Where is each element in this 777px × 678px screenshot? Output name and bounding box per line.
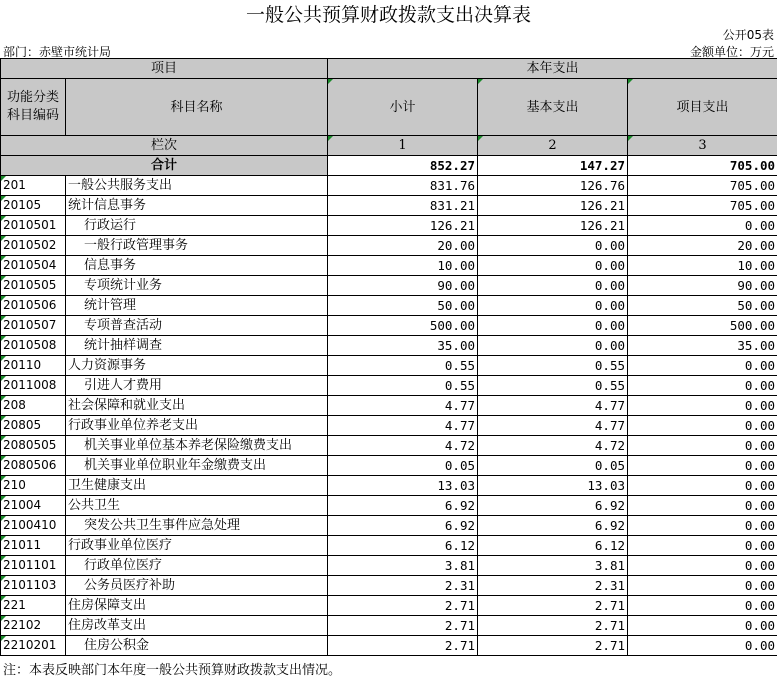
row-project: 0.00 xyxy=(628,356,777,376)
report-title: 一般公共预算财政拨款支出决算表 xyxy=(0,0,777,30)
row-basic: 4.77 xyxy=(478,396,628,416)
row-code: 2210201 xyxy=(1,636,66,656)
table-row xyxy=(1,556,777,576)
row-project: 0.00 xyxy=(628,456,777,476)
row-code: 201 xyxy=(1,176,66,196)
header-project: 项目支出 xyxy=(628,79,777,136)
table-row xyxy=(1,196,777,216)
table-row xyxy=(1,256,777,276)
row-subject-name: 公务员医疗补助 xyxy=(66,576,328,596)
row-subject-name: 专项普查活动 xyxy=(66,316,328,336)
table-row xyxy=(1,236,777,256)
header-row-2 xyxy=(1,79,777,136)
row-basic: 4.72 xyxy=(478,436,628,456)
row-code: 22102 xyxy=(1,616,66,636)
row-subject-name: 行政运行 xyxy=(66,216,328,236)
row-subtotal: 50.00 xyxy=(328,296,478,316)
row-subtotal: 4.77 xyxy=(328,416,478,436)
row-code: 2010505 xyxy=(1,276,66,296)
row-basic: 0.00 xyxy=(478,236,628,256)
row-project: 35.00 xyxy=(628,336,777,356)
row-code: 2101101 xyxy=(1,556,66,576)
row-project: 705.00 xyxy=(628,176,777,196)
header-subject-name: 科目名称 xyxy=(66,79,328,136)
row-subtotal: 13.03 xyxy=(328,476,478,496)
table-row xyxy=(1,456,777,476)
row-project: 0.00 xyxy=(628,496,777,516)
row-subject-name: 突发公共卫生事件应急处理 xyxy=(66,516,328,536)
header-item: 项目 xyxy=(1,59,328,79)
row-subject-name: 住房改革支出 xyxy=(66,616,328,636)
table-row xyxy=(1,216,777,236)
row-subject-name: 住房公积金 xyxy=(66,636,328,656)
row-subtotal: 0.05 xyxy=(328,456,478,476)
row-subject-name: 社会保障和就业支出 xyxy=(66,396,328,416)
row-code: 210 xyxy=(1,476,66,496)
row-subtotal: 6.92 xyxy=(328,496,478,516)
row-project: 0.00 xyxy=(628,476,777,496)
header-basic: 基本支出 xyxy=(478,79,628,136)
table-row xyxy=(1,356,777,376)
row-subject-name: 住房保障支出 xyxy=(66,596,328,616)
row-subtotal: 0.55 xyxy=(328,356,478,376)
row-basic: 126.21 xyxy=(478,196,628,216)
row-basic: 126.21 xyxy=(478,216,628,236)
row-subtotal: 4.77 xyxy=(328,396,478,416)
row-basic: 6.92 xyxy=(478,496,628,516)
row-basic: 2.71 xyxy=(478,596,628,616)
row-code: 2010507 xyxy=(1,316,66,336)
row-code: 2010504 xyxy=(1,256,66,276)
row-project: 0.00 xyxy=(628,576,777,596)
row-code: 2100410 xyxy=(1,516,66,536)
total-subtotal: 852.27 xyxy=(328,156,478,176)
row-subject-name: 信息事务 xyxy=(66,256,328,276)
row-code: 2011008 xyxy=(1,376,66,396)
header-this-year: 本年支出 xyxy=(328,59,777,79)
table-row xyxy=(1,636,777,656)
row-basic: 4.77 xyxy=(478,416,628,436)
row-subtotal: 4.72 xyxy=(328,436,478,456)
table-row xyxy=(1,576,777,596)
column-number-2: 2 xyxy=(478,136,628,156)
row-project: 0.00 xyxy=(628,516,777,536)
row-basic: 0.00 xyxy=(478,336,628,356)
row-project: 0.00 xyxy=(628,536,777,556)
row-code: 2010508 xyxy=(1,336,66,356)
row-code: 221 xyxy=(1,596,66,616)
row-project: 0.00 xyxy=(628,416,777,436)
row-subject-name: 统计抽样调查 xyxy=(66,336,328,356)
row-code: 2080505 xyxy=(1,436,66,456)
table-row xyxy=(1,396,777,416)
row-project: 0.00 xyxy=(628,636,777,656)
row-project: 0.00 xyxy=(628,216,777,236)
expenditure-table xyxy=(0,58,777,656)
total-project: 705.00 xyxy=(628,156,777,176)
row-project: 705.00 xyxy=(628,196,777,216)
row-subtotal: 6.12 xyxy=(328,536,478,556)
row-subtotal: 2.71 xyxy=(328,616,478,636)
row-project: 0.00 xyxy=(628,396,777,416)
table-row xyxy=(1,496,777,516)
row-code: 2010506 xyxy=(1,296,66,316)
row-subject-name: 统计管理 xyxy=(66,296,328,316)
row-subject-name: 机关事业单位职业年金缴费支出 xyxy=(66,456,328,476)
row-subtotal: 126.21 xyxy=(328,216,478,236)
row-project: 0.00 xyxy=(628,376,777,396)
row-project: 500.00 xyxy=(628,316,777,336)
row-project: 20.00 xyxy=(628,236,777,256)
row-basic: 0.55 xyxy=(478,376,628,396)
table-row xyxy=(1,596,777,616)
table-row xyxy=(1,276,777,296)
row-subject-name: 卫生健康支出 xyxy=(66,476,328,496)
table-row xyxy=(1,616,777,636)
total-basic: 147.27 xyxy=(478,156,628,176)
row-basic: 6.92 xyxy=(478,516,628,536)
table-row xyxy=(1,376,777,396)
row-project: 0.00 xyxy=(628,616,777,636)
row-subject-name: 专项统计业务 xyxy=(66,276,328,296)
row-subtotal: 2.31 xyxy=(328,576,478,596)
table-code: 公开05表 xyxy=(723,26,774,43)
row-subtotal: 35.00 xyxy=(328,336,478,356)
row-project: 90.00 xyxy=(628,276,777,296)
row-subject-name: 统计信息事务 xyxy=(66,196,328,216)
row-code: 20805 xyxy=(1,416,66,436)
row-subtotal: 6.92 xyxy=(328,516,478,536)
total-row xyxy=(1,156,777,176)
row-code: 21004 xyxy=(1,496,66,516)
row-subtotal: 0.55 xyxy=(328,376,478,396)
department-label: 部门：赤壁市统计局 xyxy=(3,43,111,60)
unit-label: 金额单位：万元 xyxy=(690,43,774,60)
row-subject-name: 机关事业单位基本养老保险缴费支出 xyxy=(66,436,328,456)
row-subject-name: 公共卫生 xyxy=(66,496,328,516)
row-subject-name: 人力资源事务 xyxy=(66,356,328,376)
row-basic: 126.76 xyxy=(478,176,628,196)
table-row xyxy=(1,436,777,456)
row-subtotal: 2.71 xyxy=(328,596,478,616)
row-subject-name: 一般公共服务支出 xyxy=(66,176,328,196)
row-basic: 2.31 xyxy=(478,576,628,596)
footnote: 注：本表反映部门本年度一般公共预算财政拨款支出情况。 xyxy=(3,659,341,678)
column-number-row xyxy=(1,136,777,156)
row-code: 2080506 xyxy=(1,456,66,476)
row-subtotal: 500.00 xyxy=(328,316,478,336)
row-project: 10.00 xyxy=(628,256,777,276)
table-row xyxy=(1,516,777,536)
column-row-label: 栏次 xyxy=(1,136,328,156)
row-code: 20110 xyxy=(1,356,66,376)
table-row xyxy=(1,296,777,316)
row-subtotal: 90.00 xyxy=(328,276,478,296)
row-project: 0.00 xyxy=(628,556,777,576)
column-number-3: 3 xyxy=(628,136,777,156)
table-row xyxy=(1,416,777,436)
row-basic: 3.81 xyxy=(478,556,628,576)
row-code: 2010502 xyxy=(1,236,66,256)
row-code: 21011 xyxy=(1,536,66,556)
row-basic: 6.12 xyxy=(478,536,628,556)
total-label: 合计 xyxy=(1,156,328,176)
row-subject-name: 行政事业单位养老支出 xyxy=(66,416,328,436)
table-row xyxy=(1,476,777,496)
header-func-code: 功能分类科目编码 xyxy=(1,79,66,136)
header-row-1 xyxy=(1,59,777,79)
row-basic: 2.71 xyxy=(478,636,628,656)
row-subtotal: 831.76 xyxy=(328,176,478,196)
row-subtotal: 10.00 xyxy=(328,256,478,276)
row-subject-name: 行政单位医疗 xyxy=(66,556,328,576)
row-basic: 0.00 xyxy=(478,296,628,316)
row-basic: 0.00 xyxy=(478,316,628,336)
row-basic: 0.55 xyxy=(478,356,628,376)
row-subtotal: 2.71 xyxy=(328,636,478,656)
column-number-1: 1 xyxy=(328,136,478,156)
row-subject-name: 一般行政管理事务 xyxy=(66,236,328,256)
row-project: 0.00 xyxy=(628,436,777,456)
row-basic: 0.05 xyxy=(478,456,628,476)
row-subtotal: 20.00 xyxy=(328,236,478,256)
row-basic: 2.71 xyxy=(478,616,628,636)
row-code: 2101103 xyxy=(1,576,66,596)
table-row xyxy=(1,316,777,336)
row-code: 20105 xyxy=(1,196,66,216)
row-basic: 0.00 xyxy=(478,256,628,276)
table-row xyxy=(1,536,777,556)
row-basic: 13.03 xyxy=(478,476,628,496)
row-subject-name: 行政事业单位医疗 xyxy=(66,536,328,556)
row-subtotal: 831.21 xyxy=(328,196,478,216)
row-code: 2010501 xyxy=(1,216,66,236)
table-row xyxy=(1,176,777,196)
row-basic: 0.00 xyxy=(478,276,628,296)
row-project: 0.00 xyxy=(628,596,777,616)
table-row xyxy=(1,336,777,356)
row-subtotal: 3.81 xyxy=(328,556,478,576)
row-subject-name: 引进人才费用 xyxy=(66,376,328,396)
row-code: 208 xyxy=(1,396,66,416)
row-project: 50.00 xyxy=(628,296,777,316)
header-subtotal: 小计 xyxy=(328,79,478,136)
